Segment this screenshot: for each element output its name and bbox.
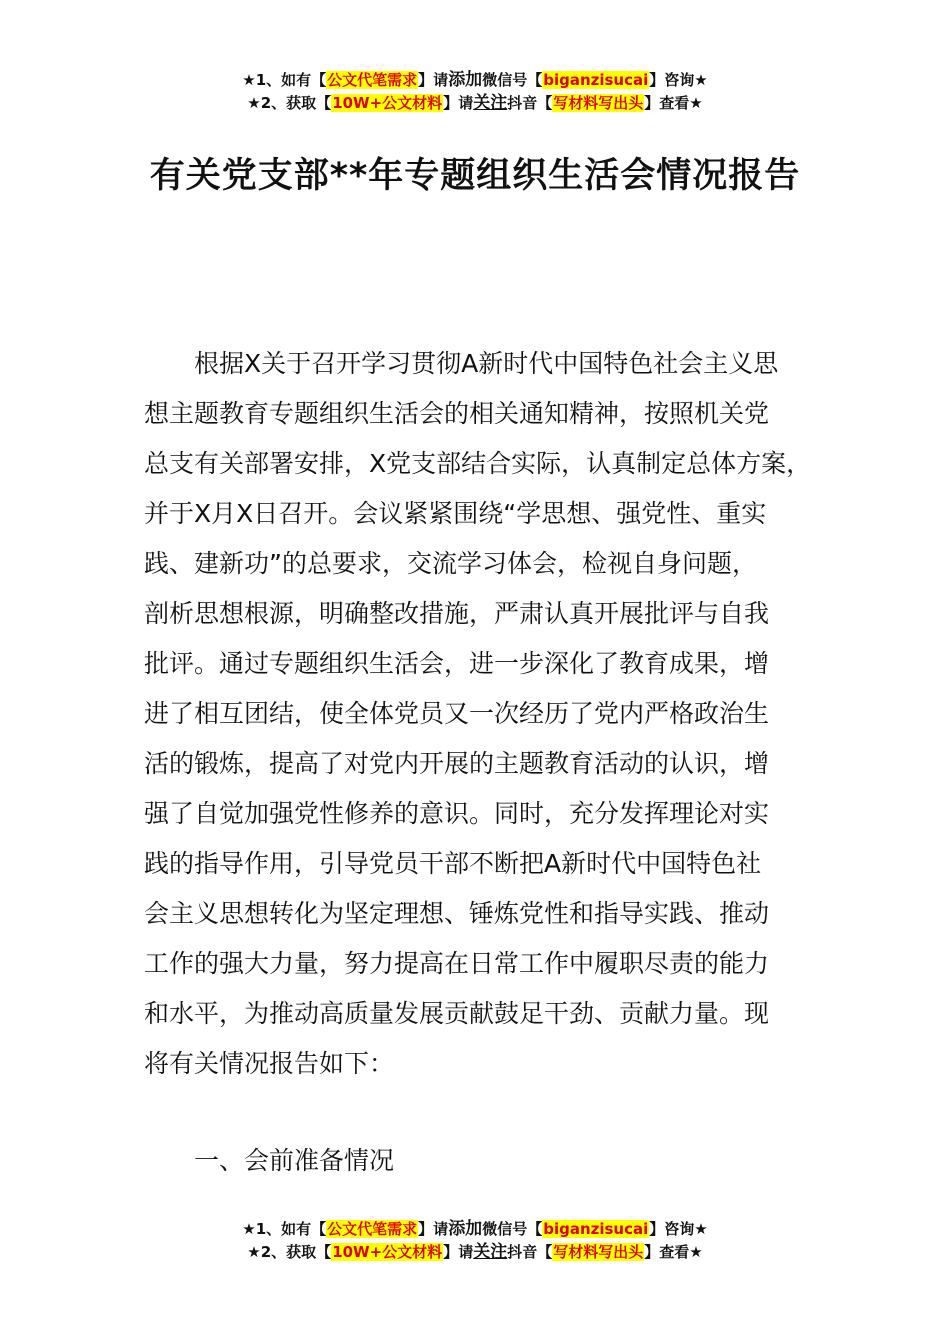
paragraph-line: 活的锻炼，提高了对党内开展的主题教育活动的认识，增 (144, 749, 770, 778)
banner-emphasis: 添加 (448, 70, 483, 90)
paragraph-line: 批评。通过专题组织生活会，进一步深化了教育成果，增 (144, 649, 770, 678)
banner-highlight: 10W+公文材料 (332, 1243, 443, 1261)
header-banner (0, 69, 950, 115)
banner-emphasis: 关注 (473, 93, 508, 113)
banner-text: 】请 (443, 1243, 474, 1261)
banner-highlight: biganzisucai (543, 71, 649, 89)
banner-text: ★2、获取【 (247, 94, 332, 112)
paragraph-line: 想主题教育专题组织生活会的相关通知精神，按照机关党 (144, 399, 770, 428)
paragraph-line: 强了自觉加强党性修养的意识。同时，充分发挥理论对实 (144, 799, 770, 828)
banner-highlight: 公文代笔需求 (327, 1220, 418, 1238)
banner-line-1 (0, 1218, 950, 1241)
banner-text: 】咨询★ (649, 1220, 708, 1238)
paragraph-line: 践的指导作用，引导党员干部不断把A新时代中国特色社 (144, 849, 762, 878)
banner-text: 】查看★ (644, 1243, 703, 1261)
banner-emphasis: 关注 (473, 1242, 508, 1262)
banner-emphasis: 添加 (448, 1219, 483, 1239)
paragraph-line: 进了相互团结，使全体党员又一次经历了党内严格政治生 (144, 699, 770, 728)
banner-text: 微信号【 (482, 1220, 543, 1238)
banner-highlight: 写材料写出头 (553, 1243, 644, 1261)
banner-line-1 (0, 69, 950, 92)
body-paragraph (144, 339, 834, 1089)
section-heading: 一、会前准备情况 (194, 1146, 395, 1175)
footer-banner (0, 1218, 950, 1264)
banner-text: 】请 (418, 1220, 449, 1238)
banner-text: 】请 (443, 94, 474, 112)
banner-text: ★2、获取【 (247, 1243, 332, 1261)
paragraph-line: 剖析思想根源，明确整改措施，严肃认真开展批评与自我 (144, 599, 770, 628)
paragraph-line: 践、建新功”的总要求，交流学习体会，检视自身问题， (144, 549, 757, 578)
banner-text: 抖音【 (507, 1243, 553, 1261)
banner-text: ★1、如有【 (242, 71, 327, 89)
banner-text: 】咨询★ (649, 71, 708, 89)
banner-highlight: 公文代笔需求 (327, 71, 418, 89)
banner-text: 微信号【 (482, 71, 543, 89)
paragraph-line: 根据X关于召开学习贯彻A新时代中国特色社会主义思 (194, 349, 779, 378)
paragraph-line: 将有关情况报告如下： (144, 1049, 395, 1078)
document-title: 有关党支部**年专题组织生活会情况报告 (149, 156, 801, 196)
paragraph-line: 会主义思想转化为坚定理想、锤炼党性和指导实践、推动 (144, 899, 770, 928)
banner-text: 抖音【 (507, 94, 553, 112)
paragraph-line: 并于X月X日召开。会议紧紧围绕“学思想、强党性、重实 (144, 499, 767, 528)
banner-line-2 (0, 92, 950, 115)
banner-highlight: 10W+公文材料 (332, 94, 443, 112)
banner-highlight: biganzisucai (543, 1220, 649, 1238)
banner-text: 】查看★ (644, 94, 703, 112)
paragraph-line: 工作的强大力量，努力提高在日常工作中履职尽责的能力 (144, 949, 770, 978)
paragraph-line: 总支有关部署安排，X党支部结合实际，认真制定总体方案， (144, 449, 812, 478)
paragraph-line: 和水平，为推动高质量发展贡献鼓足干劲、贡献力量。现 (144, 999, 770, 1028)
banner-highlight: 写材料写出头 (553, 94, 644, 112)
banner-text: ★1、如有【 (242, 1220, 327, 1238)
banner-text: 】请 (418, 71, 449, 89)
banner-line-2 (0, 1241, 950, 1264)
